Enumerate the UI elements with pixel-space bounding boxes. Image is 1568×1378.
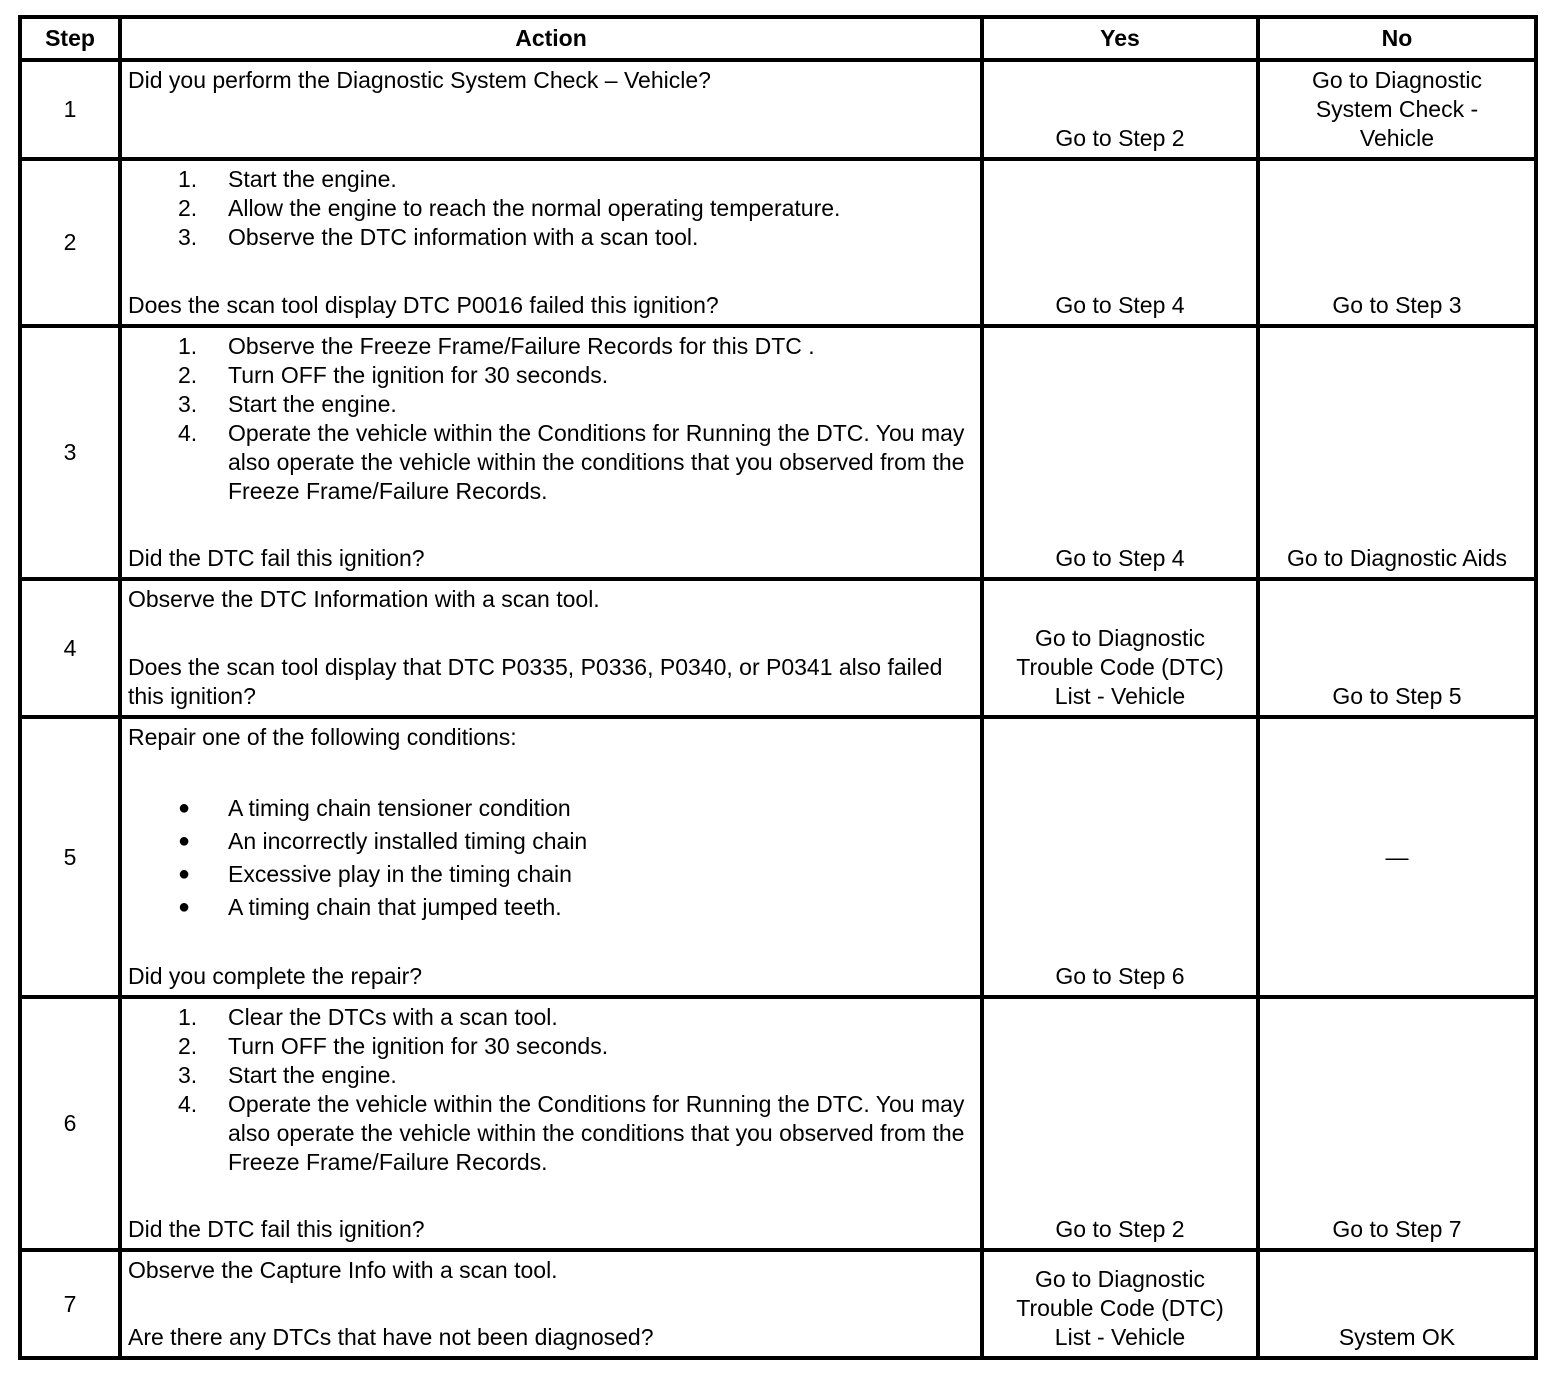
header-yes: Yes: [982, 17, 1258, 60]
action-cell: [120, 579, 982, 717]
bullet-icon: ●: [178, 896, 191, 918]
no-cell: Go to Step 7: [1258, 997, 1536, 1250]
yes-cell: Go to Step 4: [982, 326, 1258, 579]
yes-cell: Go to Step 6: [982, 717, 1258, 997]
list-item: ● A timing chain tensioner condition: [128, 792, 976, 825]
condition-list: [128, 792, 976, 924]
action-cell: [120, 326, 982, 579]
action-cell: [120, 1250, 982, 1358]
action-question: Are there any DTCs that have not been diagnosed?: [128, 1324, 654, 1350]
yes-cell: Go to Step 2: [982, 60, 1258, 159]
action-steps: [128, 332, 976, 506]
yes-cell: Go to Step 4: [982, 159, 1258, 326]
no-cell: System OK: [1258, 1250, 1536, 1358]
list-item: 1. Clear the DTCs with a scan tool.: [178, 1004, 558, 1030]
list-item: 1. Observe the Freeze Frame/Failure Records for this DTC .: [178, 333, 815, 359]
step-number: 5: [20, 717, 120, 997]
no-cell: —: [1258, 717, 1536, 997]
list-item: 3. Start the engine.: [178, 1062, 397, 1088]
no-cell: Go to Step 3: [1258, 159, 1536, 326]
list-item: 2. Allow the engine to reach the normal operating temperature.: [178, 195, 841, 221]
action-question: Did the DTC fail this ignition?: [128, 1216, 425, 1242]
table-row: [20, 326, 1536, 579]
list-item: 4. Operate the vehicle within the Conditions for Running the DTC. You may also operate the vehicle within the conditions that you observed from the Freeze Frame/Failure Records.: [178, 1091, 965, 1175]
header-no: No: [1258, 17, 1536, 60]
yes-cell: Go to Diagnostic Trouble Code (DTC) List - Vehicle: [982, 579, 1258, 717]
table-row: [20, 997, 1536, 1250]
action-cell: [120, 997, 982, 1250]
list-item: ● A timing chain that jumped teeth.: [128, 891, 976, 924]
step-number: 1: [20, 60, 120, 159]
action-intro: Observe the Capture Info with a scan tool.: [128, 1257, 558, 1283]
action-question: Did the DTC fail this ignition?: [128, 545, 425, 571]
action-intro: Repair one of the following conditions:: [128, 724, 517, 750]
table-row: [20, 579, 1536, 717]
action-cell: [120, 159, 982, 326]
list-item: 2. Turn OFF the ignition for 30 seconds.: [178, 362, 609, 388]
bullet-icon: ●: [178, 830, 191, 852]
header-action: Action: [120, 17, 982, 60]
header-row: [20, 17, 1536, 60]
step-number: 6: [20, 997, 120, 1250]
bullet-icon: ●: [178, 863, 191, 885]
step-number: 7: [20, 1250, 120, 1358]
no-cell: Go to Step 5: [1258, 579, 1536, 717]
list-item: ● Excessive play in the timing chain: [128, 858, 976, 891]
table-row: [20, 159, 1536, 326]
action-steps: [128, 1003, 976, 1177]
action-intro: Did you perform the Diagnostic System Check – Vehicle?: [128, 67, 711, 93]
action-question: Does the scan tool display that DTC P0335, P0336, P0340, or P0341 also failed this ignition?: [128, 654, 943, 709]
bullet-icon: ●: [178, 797, 191, 819]
yes-cell: Go to Step 2: [982, 997, 1258, 1250]
action-intro: Observe the DTC Information with a scan tool.: [128, 586, 600, 612]
list-item: 4. Operate the vehicle within the Conditions for Running the DTC. You may also operate the vehicle within the conditions that you observed from the Freeze Frame/Failure Records.: [178, 420, 965, 504]
list-item: 3. Start the engine.: [178, 391, 397, 417]
list-item: 3. Observe the DTC information with a scan tool.: [178, 224, 699, 250]
table-row: [20, 1250, 1536, 1358]
table-row: [20, 717, 1536, 997]
list-item: 1. Start the engine.: [178, 166, 397, 192]
step-number: 2: [20, 159, 120, 326]
action-cell: [120, 717, 982, 997]
no-cell: Go to Diagnostic System Check - Vehicle: [1258, 60, 1536, 159]
table-row: [20, 60, 1536, 159]
no-cell: Go to Diagnostic Aids: [1258, 326, 1536, 579]
step-number: 3: [20, 326, 120, 579]
action-steps: [128, 165, 976, 252]
list-item: 2. Turn OFF the ignition for 30 seconds.: [178, 1033, 609, 1059]
header-step: Step: [20, 17, 120, 60]
action-question: Did you complete the repair?: [128, 963, 423, 989]
step-number: 4: [20, 579, 120, 717]
diagnostic-table: [18, 15, 1538, 1360]
action-cell: [120, 60, 982, 159]
yes-cell: Go to Diagnostic Trouble Code (DTC) List - Vehicle: [982, 1250, 1258, 1358]
list-item: ● An incorrectly installed timing chain: [128, 825, 976, 858]
action-question: Does the scan tool display DTC P0016 failed this ignition?: [128, 292, 719, 318]
